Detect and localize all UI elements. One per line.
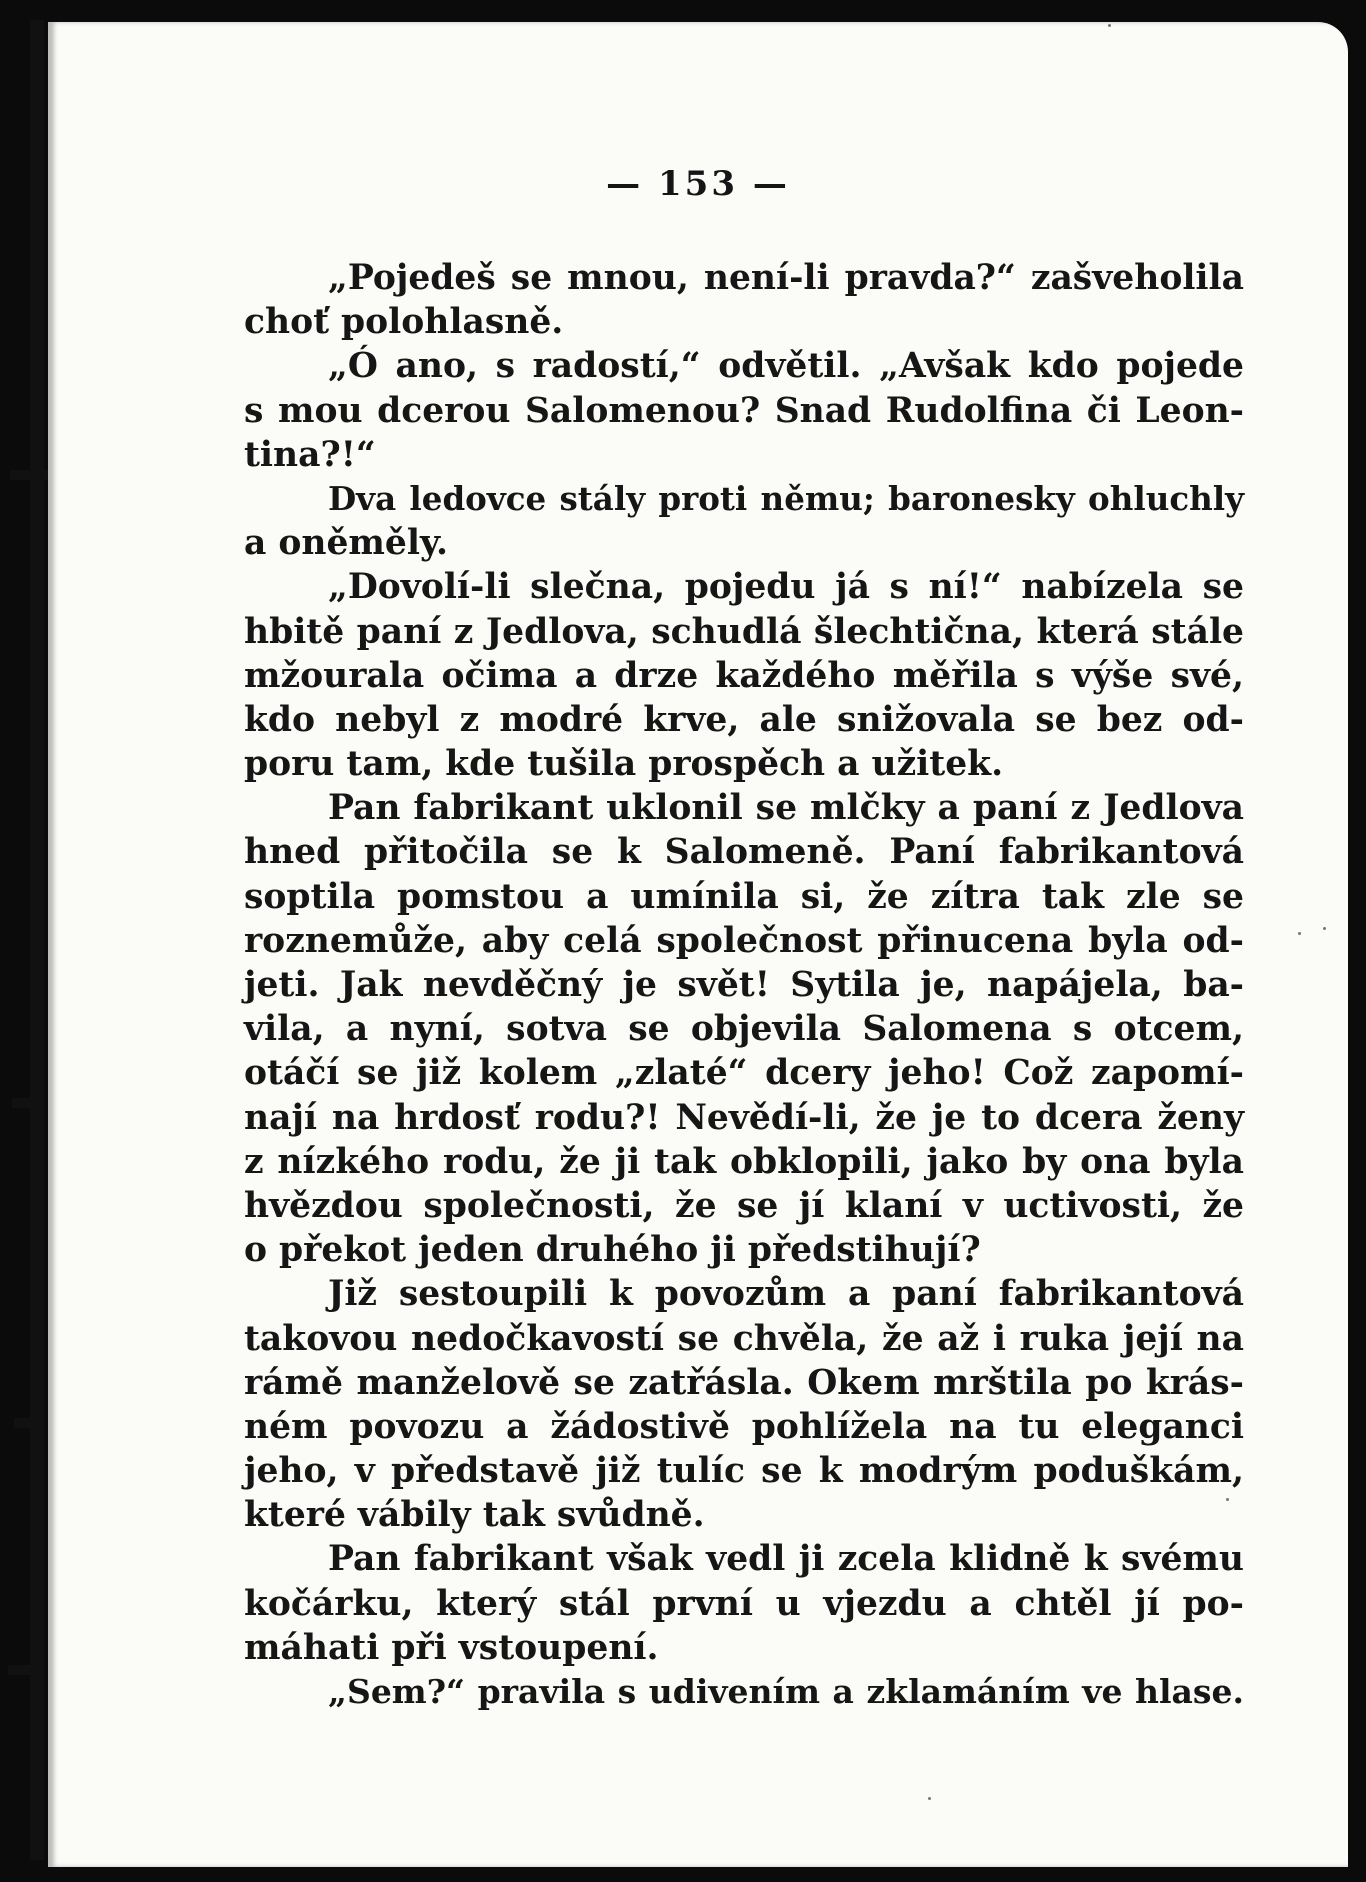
text-line: „Pojedeš se mnou, není-li pravda?“ zašveholila	[328, 258, 1244, 298]
text-line: mžourala očima a drze každého měřila s výše své,	[244, 655, 1244, 696]
text-line: s mou dcerou Salomenou? Snad Rudolfina či Leon-	[244, 390, 1244, 431]
binding-mark	[12, 1098, 42, 1108]
text-line: ném povozu a žádostivě pohlížela na tu eleganci	[244, 1406, 1244, 1447]
text-line: choť polohlasně.	[244, 302, 564, 343]
text-line: poru tam, kde tušila prospěch a užitek.	[244, 744, 1004, 785]
text-line: nají na hrdosť rodu?! Nevědí-li, že je to dcera ženy	[244, 1097, 1244, 1138]
text-line: kdo nebyl z modré krve, ale snižovala se bez od-	[244, 699, 1244, 740]
text-line: kočárku, který stál první u vjezdu a chtěl jí po-	[244, 1583, 1244, 1624]
page-number: — 153 —	[606, 164, 790, 204]
text-line: soptila pomstou a umínila si, že zítra tak zle se	[244, 876, 1244, 917]
text-line: takovou nedočkavostí se chvěla, že až i ruka její na	[244, 1318, 1244, 1359]
binding-mark	[14, 1418, 42, 1428]
text-line: jeho, v představě již tulíc se k modrým poduškám,	[244, 1451, 1244, 1492]
text-line: z nízkého rodu, že ji tak obklopili, jako by ona byla	[244, 1141, 1244, 1182]
text-line: hned přitočila se k Salomeně. Paní fabrikantová	[244, 832, 1244, 873]
text-line: tina?!“	[244, 434, 376, 475]
text-line: „Sem?“ pravila s udivením a zklamáním ve hlase.	[328, 1672, 1244, 1711]
text-line: „Dovolí-li slečna, pojedu já s ní!“ nabízela se	[328, 567, 1244, 608]
text-line: otáčí se již kolem „zlaté“ dcery jeho! Což zapomí-	[244, 1053, 1244, 1094]
text-line: vila, a nyní, sotva se objevila Salomena s otcem,	[244, 1009, 1244, 1050]
paper-speck	[1298, 932, 1301, 935]
text-line: Pan fabrikant však vedl ji zcela klidně k svému	[328, 1539, 1244, 1580]
text-line: hbitě paní z Jedlova, schudlá šlechtična, která stále	[244, 611, 1244, 652]
text-line: „Ó ano, s radostí,“ odvětil. „Avšak kdo pojede	[328, 346, 1244, 387]
text-line: roznemůže, aby celá společnost přinucena byla od-	[244, 920, 1244, 961]
text-line: a oněměly.	[244, 523, 449, 564]
text-line: jeti. Jak nevděčný je svět! Sytila je, napájela, ba-	[244, 965, 1244, 1005]
paper-speck	[1323, 927, 1326, 930]
body-text	[244, 256, 1244, 1714]
paper-speck	[1226, 1498, 1229, 1501]
text-line: hvězdou společnosti, že se jí klaní v uctivosti, že	[244, 1185, 1244, 1226]
text-line: Dva ledovce stály proti němu; baronesky ohluchly	[328, 478, 1244, 518]
paper-speck	[928, 1797, 931, 1800]
text-line: máhati při vstoupení.	[244, 1627, 659, 1668]
text-line: rámě manželově se zatřásla. Okem mrštila po krás-	[244, 1362, 1244, 1403]
text-line: Již sestoupili k povozům a paní fabrikantová	[328, 1274, 1244, 1315]
text-line: které vábily tak svůdně.	[244, 1495, 705, 1536]
book-page	[48, 22, 1348, 1867]
text-line: o překot jeden druhého ji předstihují?	[244, 1230, 981, 1271]
book-binding-edge	[30, 20, 44, 1860]
paper-speck	[1108, 24, 1111, 27]
binding-mark	[8, 1665, 44, 1675]
text-line: Pan fabrikant uklonil se mlčky a paní z Jedlova	[328, 788, 1244, 829]
